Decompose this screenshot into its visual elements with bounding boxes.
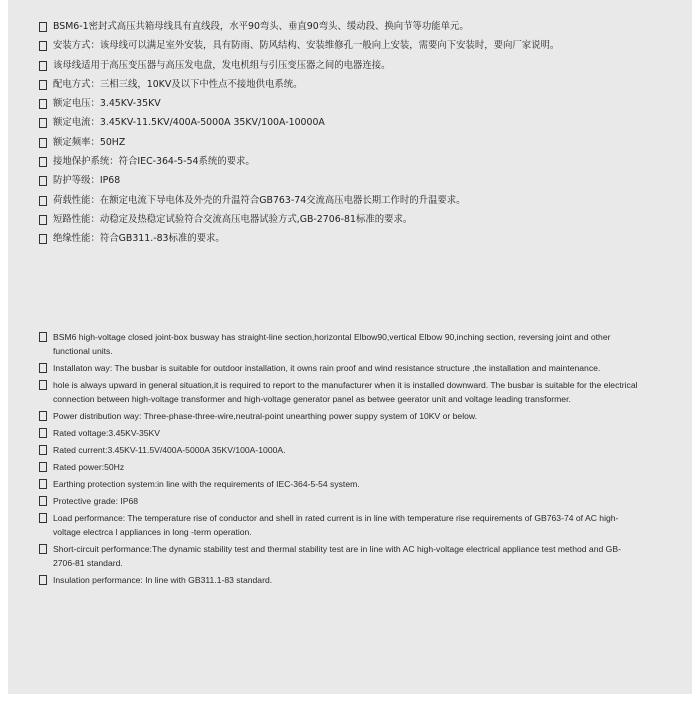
checkbox-bullet-icon xyxy=(39,496,47,506)
list-item xyxy=(38,39,678,58)
list-item-text: 安装方式：该母线可以满足室外安装，具有防雨、防风结构、安装维修孔一般向上安装，需要向下安装时，要向厂家说明。 xyxy=(53,40,560,52)
checkbox-bullet-icon xyxy=(39,176,47,186)
list-item xyxy=(38,443,638,457)
checkbox-bullet-icon xyxy=(39,544,47,554)
list-item xyxy=(38,136,678,155)
list-item xyxy=(38,378,638,406)
checkbox-bullet-icon xyxy=(39,118,47,128)
list-item-text: 绝缘性能：符合GB311.-83标准的要求。 xyxy=(53,233,225,245)
checkbox-bullet-icon xyxy=(39,411,47,421)
list-item xyxy=(38,232,678,251)
list-item-text: Rated power:50Hz xyxy=(53,462,125,472)
list-item xyxy=(38,409,638,423)
checkbox-bullet-icon xyxy=(39,99,47,109)
checkbox-bullet-icon xyxy=(39,22,47,32)
checkbox-bullet-icon xyxy=(39,157,47,167)
checkbox-bullet-icon xyxy=(39,380,47,390)
list-item-text: Earthing protection system:in line with the requirements of IEC-364-5-54 system. xyxy=(53,479,360,489)
checkbox-bullet-icon xyxy=(39,196,47,206)
list-item-text: Rated current:3.45KV-11.5V/400A-5000A 35KV/100A-1000A. xyxy=(53,445,286,455)
checkbox-bullet-icon xyxy=(39,61,47,71)
list-item-text: BSM6-1密封式高压共箱母线具有直线段，水平90弯头、垂直90弯头、缓动段、换向节等功能单元。 xyxy=(53,21,469,32)
list-item xyxy=(38,477,638,491)
list-item xyxy=(38,59,678,78)
list-item-text: 短路性能：动稳定及热稳定试验符合交流高压电器试验方式,GB-2706-81标准的要求。 xyxy=(53,213,413,225)
checkbox-bullet-icon xyxy=(39,332,47,342)
checkbox-bullet-icon xyxy=(39,234,47,244)
list-item xyxy=(38,174,678,193)
english-spec-list xyxy=(38,330,638,590)
checkbox-bullet-icon xyxy=(39,513,47,523)
list-item xyxy=(38,194,678,213)
list-item-text: hole is always upward in general situation,it is required to report to the manufacturer when it is installed downward. The busbar is suitable for the electrical connection between high-voltage transformer and high-voltage generator panel as betwee geerator unit and voltage leading transformer. xyxy=(53,380,638,404)
list-item-text: 该母线适用于高压变压器与高压发电盘，发电机组与引压变压器之间的电器连接。 xyxy=(53,59,391,71)
list-item xyxy=(38,20,678,39)
checkbox-bullet-icon xyxy=(39,575,47,585)
list-item-text: Load performance: The temperature rise of conductor and shell in rated current is in line with temperature rise requirements of GB763-74 of AC high-voltage electrca l appliances in long -term operation. xyxy=(53,513,619,537)
list-item-text: Power distribution way: Three-phase-three-wire,neutral-point unearthing power suppy system of 10KV or below. xyxy=(53,411,478,421)
list-item-text: Short-circuit performance:The dynamic stability test and thermal stability test are in line with AC high-voltage electrical appliance test method and GB-2706-81 standard. xyxy=(53,544,621,568)
checkbox-bullet-icon xyxy=(39,41,47,51)
list-item xyxy=(38,426,638,440)
spec-sheet xyxy=(8,0,692,694)
list-item-text: Insulation performance: In line with GB311.1-83 standard. xyxy=(53,575,273,585)
checkbox-bullet-icon xyxy=(39,428,47,438)
list-item xyxy=(38,361,638,375)
list-item xyxy=(38,494,638,508)
list-item xyxy=(38,78,678,97)
list-item xyxy=(38,542,638,570)
list-item-text: Rated voltage:3.45KV-35KV xyxy=(53,428,161,438)
list-item-text: 额定电压：3.45KV-35KV xyxy=(53,98,161,110)
checkbox-bullet-icon xyxy=(39,445,47,455)
checkbox-bullet-icon xyxy=(39,363,47,373)
checkbox-bullet-icon xyxy=(39,479,47,489)
list-item xyxy=(38,97,678,116)
list-item xyxy=(38,116,678,135)
checkbox-bullet-icon xyxy=(39,138,47,148)
list-item-text: 接地保护系统：符合IEC-364-5-54系统的要求。 xyxy=(53,156,255,168)
list-item-text: 荷载性能：在额定电流下导电体及外壳的升温符合GB763-74交流高压电器长期工作时的升温要求。 xyxy=(53,194,466,206)
list-item-text: Protective grade: IP68 xyxy=(53,496,139,506)
checkbox-bullet-icon xyxy=(39,215,47,225)
list-item-text: BSM6 high-voltage closed joint-box busway has straight-line section,horizontal Elbow90,vertical Elbow 90,inching section, reversing joint and other functional units. xyxy=(53,332,611,356)
checkbox-bullet-icon xyxy=(39,462,47,472)
list-item xyxy=(38,330,638,358)
list-item xyxy=(38,155,678,174)
list-item xyxy=(38,573,638,587)
list-item xyxy=(38,460,638,474)
list-item-text: 额定电流：3.45KV-11.5KV/400A-5000A 35KV/100A-10000A xyxy=(53,117,325,129)
list-item-text: 配电方式：三相三线，10KV及以下中性点不接地供电系统。 xyxy=(53,78,303,90)
list-item-text: Installaton way: The busbar is suitable for outdoor installation, it owns rain proof and wind resistance structure ,the installation and maintenance. xyxy=(53,363,601,373)
list-item-text: 额定频率：50HZ xyxy=(53,136,126,148)
chinese-spec-list xyxy=(38,20,678,252)
list-item xyxy=(38,511,638,539)
list-item-text: 防护等级：IP68 xyxy=(53,175,121,187)
list-item xyxy=(38,213,678,232)
checkbox-bullet-icon xyxy=(39,80,47,90)
